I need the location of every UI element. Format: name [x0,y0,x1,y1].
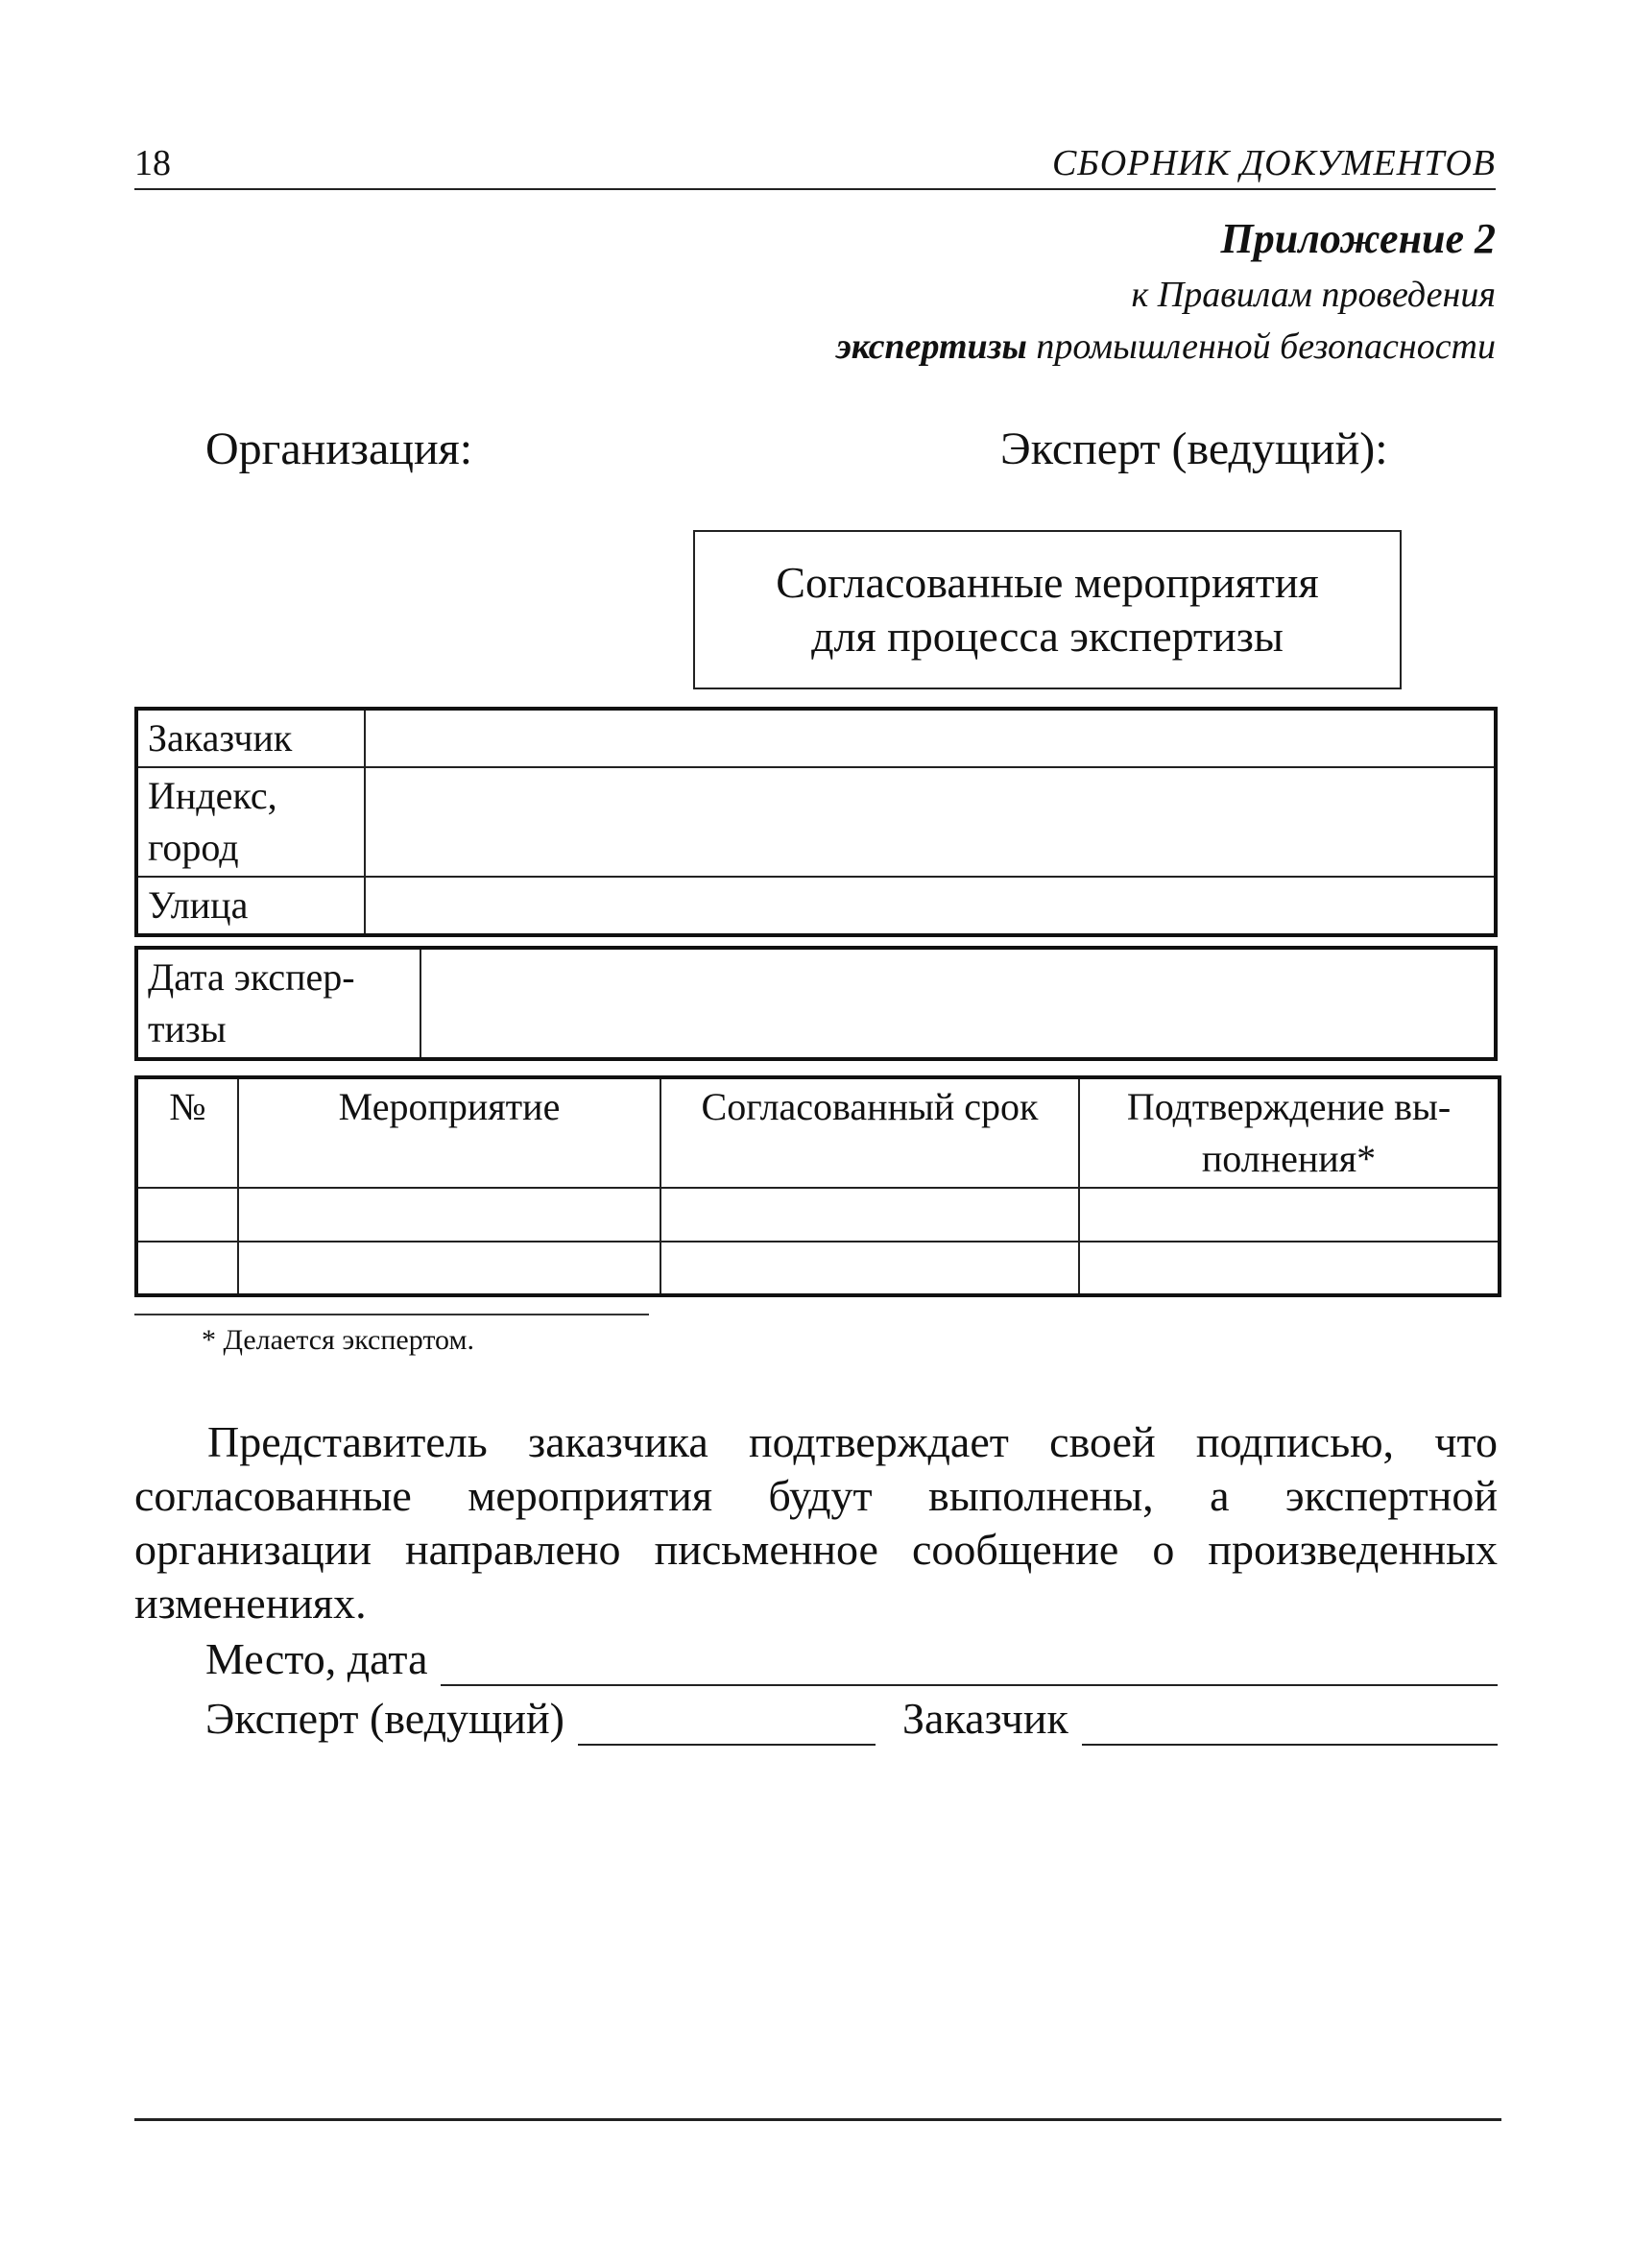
bottom-rule [134,2118,1501,2121]
table-cell[interactable] [660,1188,1079,1242]
customer-signature-line[interactable] [1082,1698,1498,1746]
signatures-row [205,1692,1498,1746]
expertise-date-table [134,946,1498,1061]
table-row [136,948,1496,1059]
confirmation-text: Представитель заказчика подтверждает своей подписью, что согласованные мероприятия будут выполнены, а экспертной организации направлено письменное сообщение о произведенных изменениях. [134,1417,1498,1628]
col-measure-header: Мероприятие [238,1077,660,1188]
table-cell[interactable] [1079,1242,1500,1295]
organization-label: Организация: [205,423,473,474]
table-row [136,877,1496,935]
table-cell[interactable] [660,1242,1079,1295]
table-cell[interactable] [136,1242,238,1295]
annex-line-1: к Правилам проведения [1131,275,1496,315]
expertise-date-value[interactable] [420,948,1496,1059]
page-header [134,134,1496,190]
page-number: 18 [134,143,171,183]
table-row [136,709,1496,767]
agreed-measures-box [693,530,1402,689]
measures-table [134,1075,1501,1297]
table-cell[interactable] [238,1188,660,1242]
col-confirmation-header: Подтверждение вы-полнения* [1079,1077,1500,1188]
annex-block [836,209,1496,373]
place-date-line[interactable] [441,1638,1498,1686]
box-line-1: Согласованные мероприятия [776,558,1319,607]
table-row [136,1242,1500,1295]
table-cell[interactable] [136,1188,238,1242]
running-title: СБОРНИК ДОКУМЕНТОВ [1051,143,1496,183]
col-number-header: № [136,1077,238,1188]
street-label: Улица [136,877,365,935]
box-line-2: для процесса экспертизы [811,612,1284,661]
customer-table [134,707,1498,937]
annex-line-2-rest: промышленной безопасности [1026,326,1496,367]
footnote-rule [134,1314,649,1315]
index-city-value[interactable] [365,767,1496,877]
customer-label: Заказчик [136,709,365,767]
place-date-label: Место, дата [205,1634,428,1683]
footnote: * Делается экспертом. [202,1324,474,1356]
expert-signature-label: Эксперт (ведущий) [205,1694,564,1743]
annex-line-2-bold: экспертизы [836,326,1027,367]
table-header-row [136,1077,1500,1188]
annex-line-2 [836,321,1496,373]
expert-lead-label: Эксперт (ведущий): [1000,423,1388,474]
col-deadline-header: Согласованный срок [660,1077,1079,1188]
street-value[interactable] [365,877,1496,935]
customer-value[interactable] [365,709,1496,767]
expertise-date-label: Дата экспер-тизы [136,948,420,1059]
customer-signature-label: Заказчик [901,1694,1068,1743]
table-cell[interactable] [1079,1188,1500,1242]
table-row [136,767,1496,877]
table-cell[interactable] [238,1242,660,1295]
annex-title: Приложение 2 [1220,215,1496,262]
index-city-label: Индекс, город [136,767,365,877]
place-date-row [205,1632,1498,1686]
table-row [136,1188,1500,1242]
confirmation-paragraph [134,1415,1498,1630]
expert-signature-line[interactable] [578,1698,876,1746]
